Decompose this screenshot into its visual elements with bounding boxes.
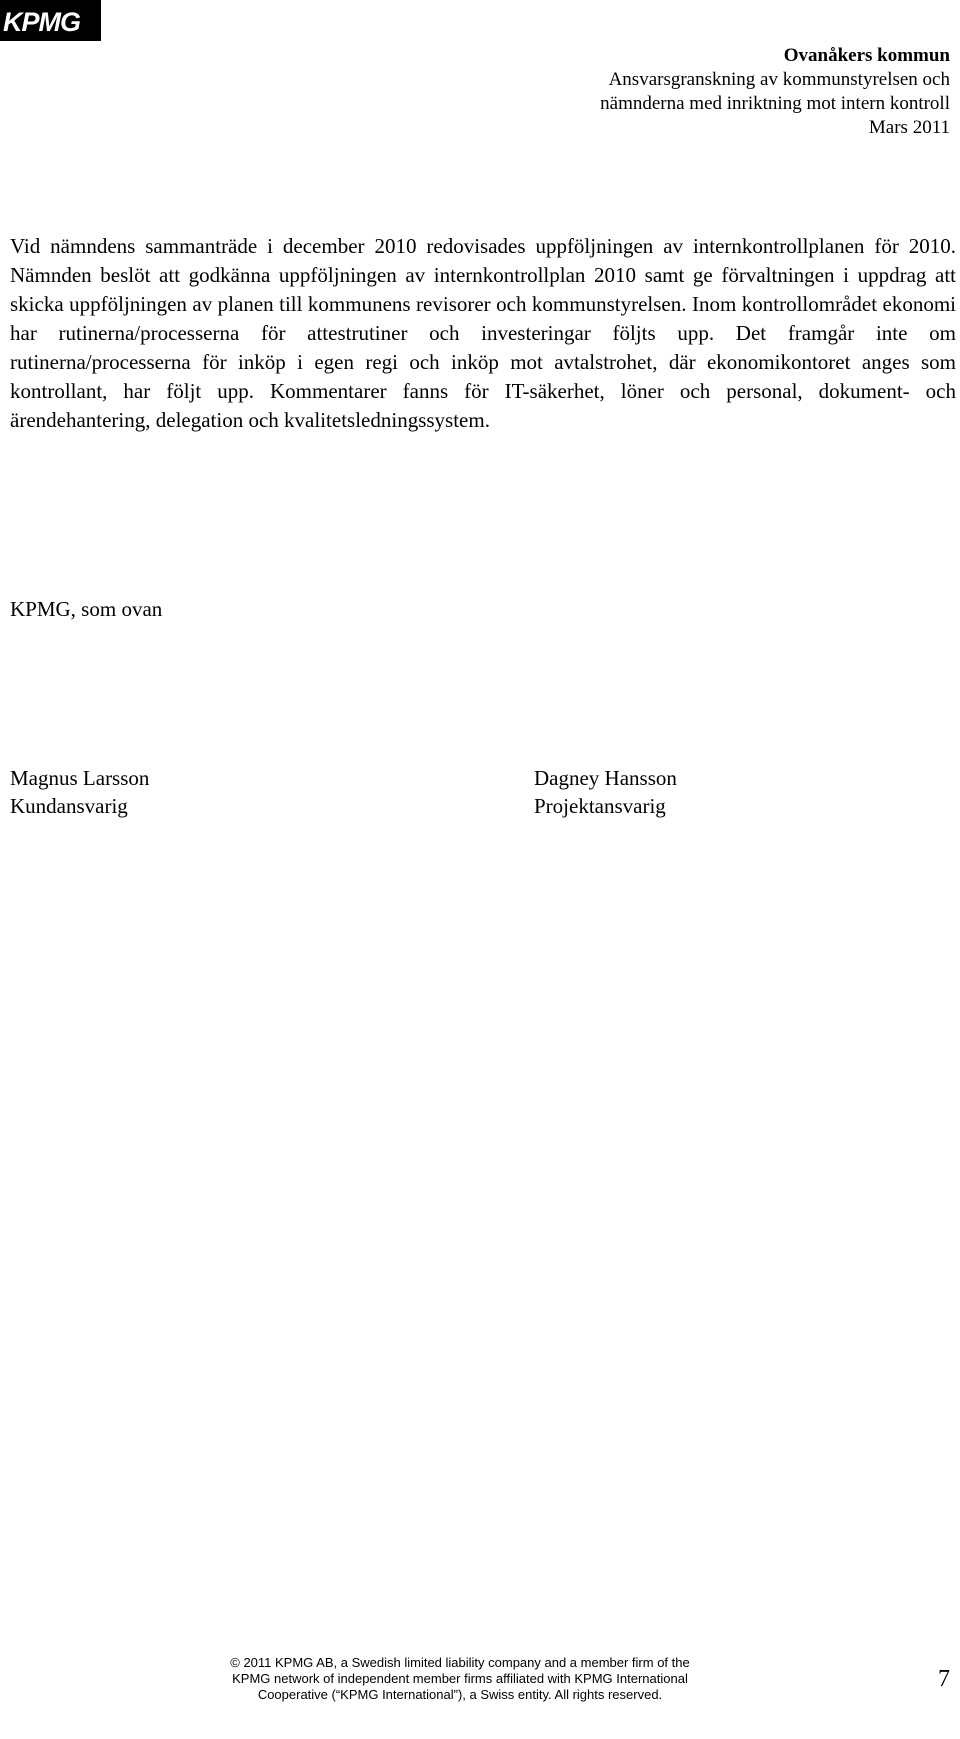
body-paragraph: Vid nämndens sammanträde i december 2010 redovisades uppföljningen av internkontrollplanen för 2010. Nämnden beslöt att godkänna uppföljningen av internkontrollplan 2010 samt ge förvaltningen i uppdrag att skicka uppföljningen av planen till kommunens revisorer och kommunstyrelsen. Inom kontrollområdet ekonomi har rutinerna/processerna för attestrutiner och investeringar följts upp. Det framgår inte om rutinerna/processerna för inköp i egen regi och inköp mot avtalstrohet, där ekonomikontoret anges som kontrollant, har följt upp. Kommentarer fanns för IT-säkerhet, löner och personal, dokument- och ärendehantering, delegation och kvalitetsledningssystem. <box>10 234 956 432</box>
document-header <box>600 44 950 140</box>
footer-line-3: Cooperative (“KPMG International”), a Swiss entity. All rights reserved. <box>257 1687 663 1702</box>
report-title-line-1: Ansvarsgranskning av kommunstyrelsen och <box>608 69 950 90</box>
footer-line-2: KPMG network of independent member firms affiliated with KPMG International <box>232 1671 688 1686</box>
report-date: Mars 2011 <box>868 117 950 138</box>
signatory-name: Dagney Hansson <box>534 766 677 790</box>
copyright-footer <box>200 1655 720 1703</box>
signature-block-right <box>534 764 677 820</box>
signature-block-left <box>10 764 149 820</box>
kpmg-logo <box>0 0 101 41</box>
signatory-name: Magnus Larsson <box>10 766 150 790</box>
footer-line-1: © 2011 KPMG AB, a Swedish limited liability company and a member firm of the <box>230 1655 690 1670</box>
organization-name: Ovanåkers kommun <box>783 45 950 66</box>
report-title-line-2: nämnderna med inriktning mot intern kontroll <box>600 93 950 114</box>
logo-text: KPMG <box>3 7 80 37</box>
signatory-role: Projektansvarig <box>534 794 666 818</box>
signatory-role: Kundansvarig <box>10 794 128 818</box>
closing-line: KPMG, som ovan <box>10 597 163 621</box>
page-number: 7 <box>938 1666 950 1692</box>
